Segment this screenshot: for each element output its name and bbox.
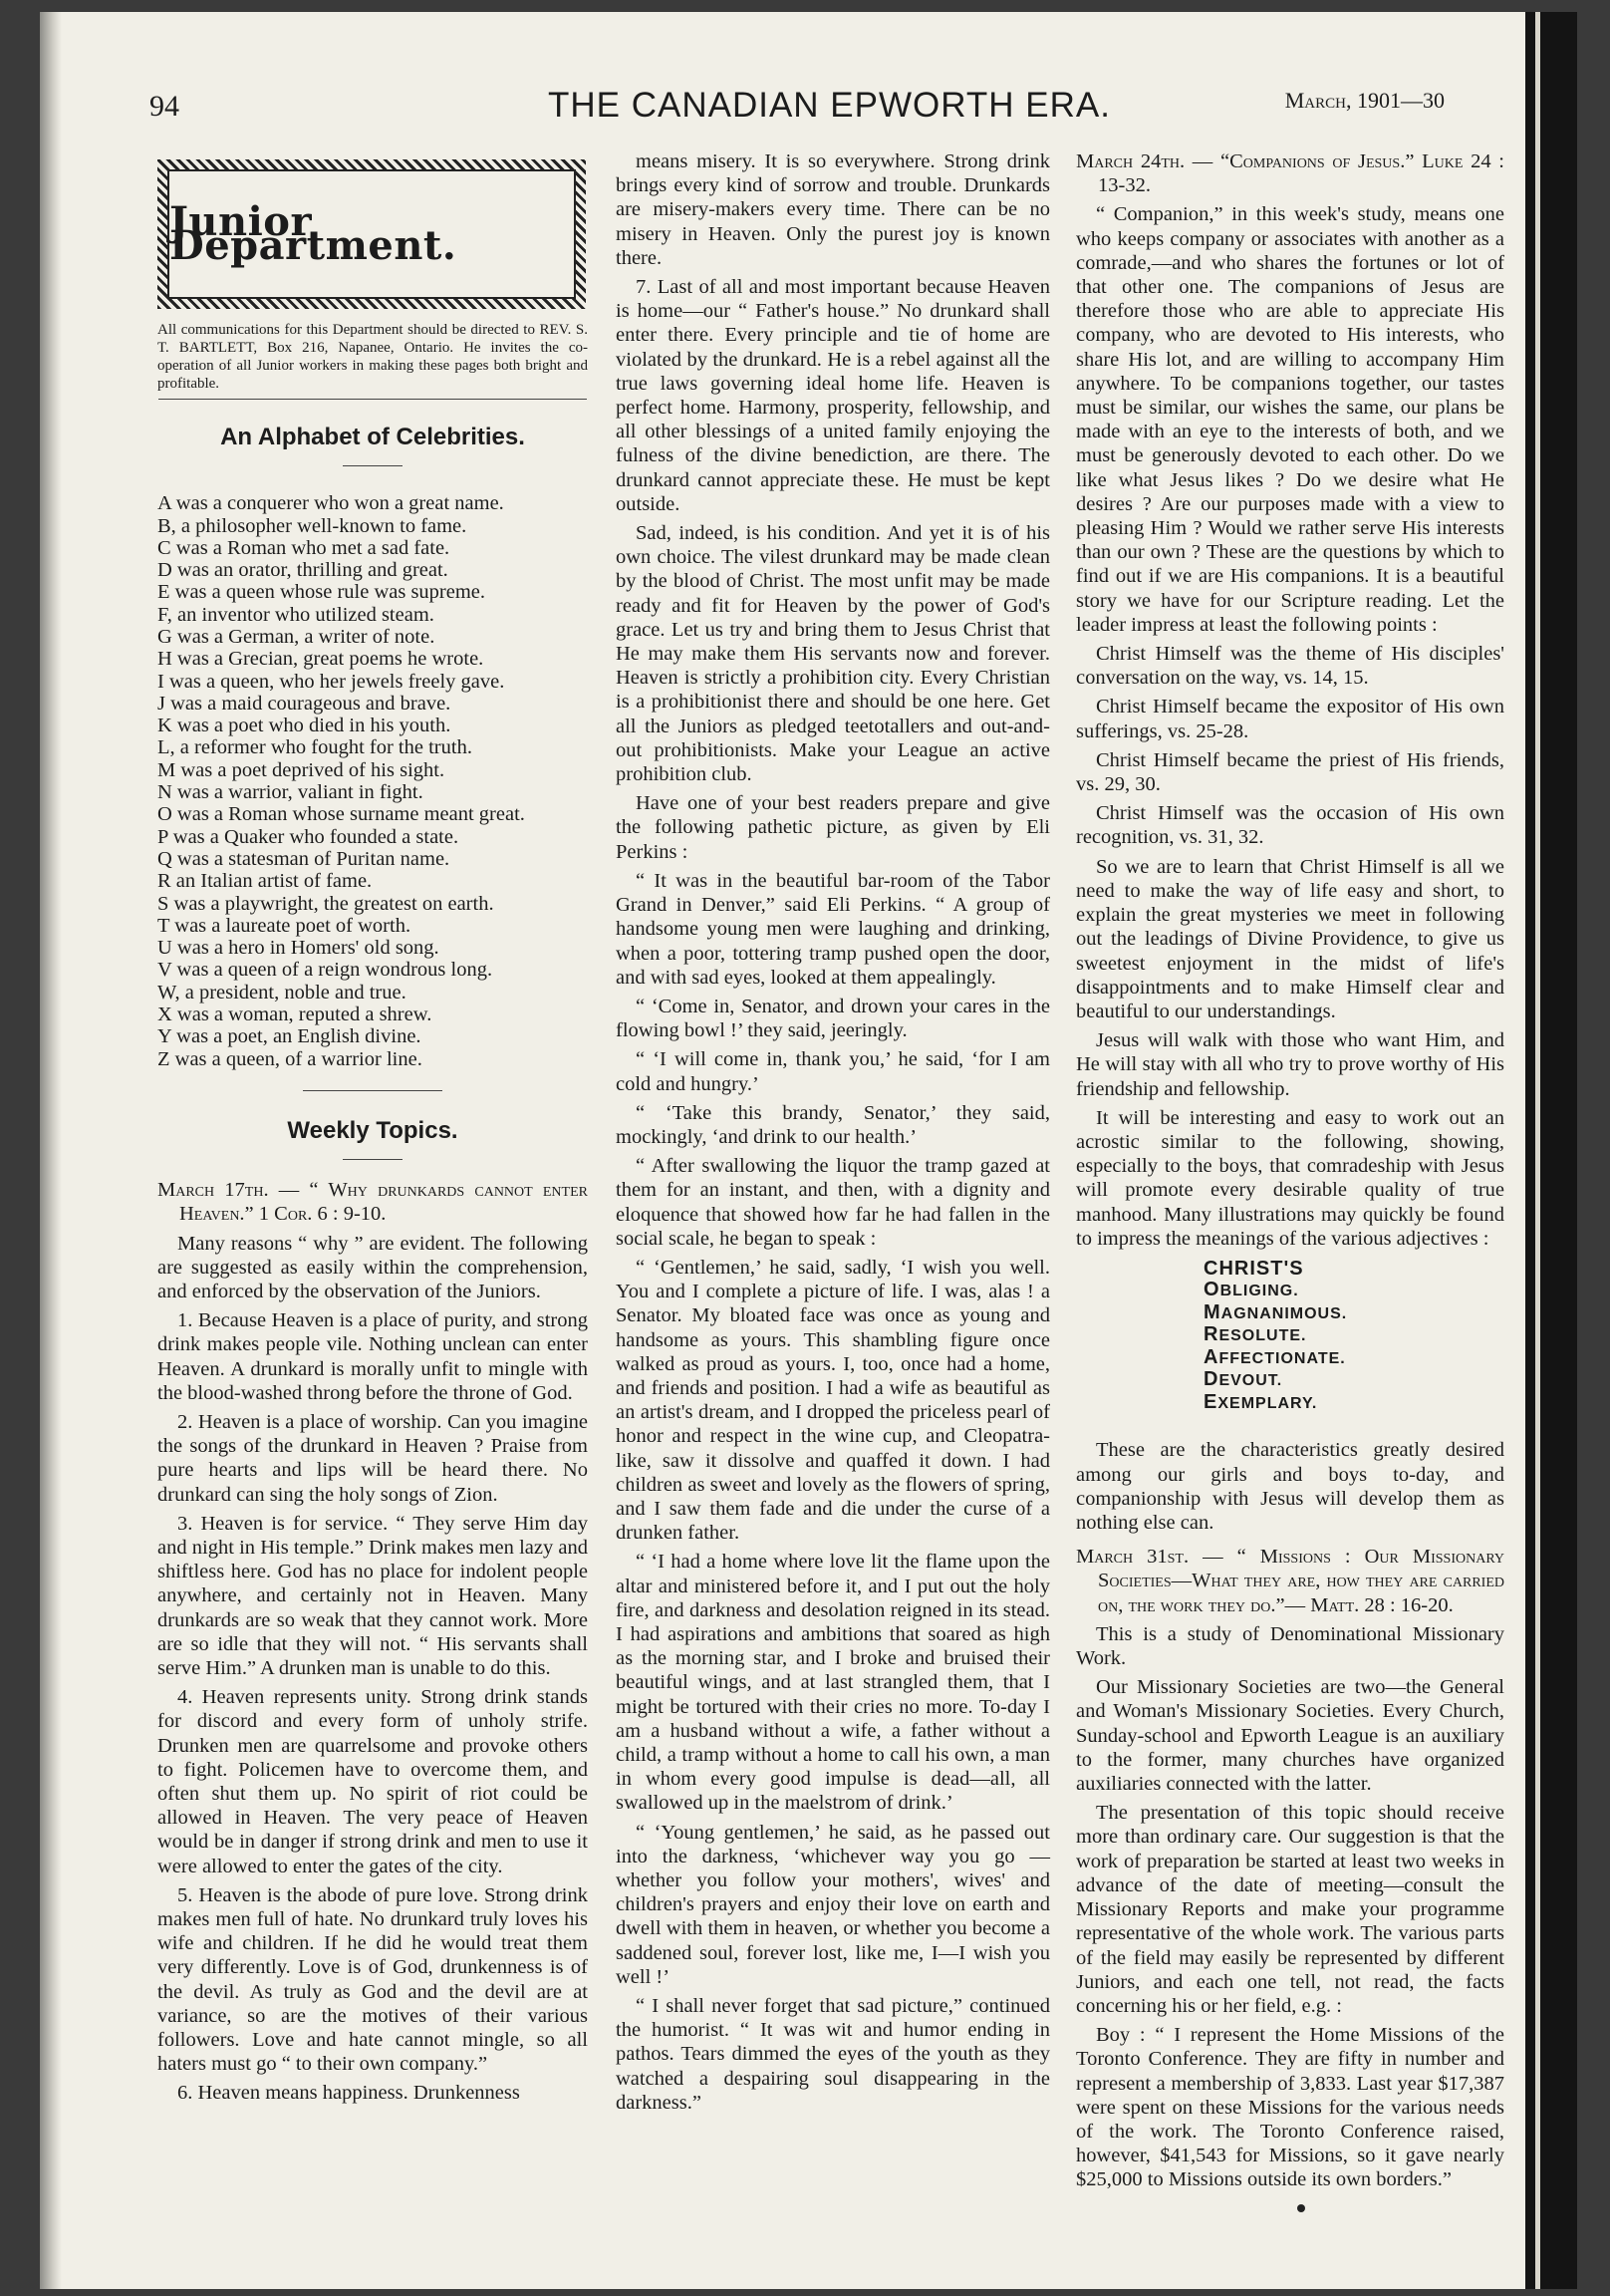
divider <box>343 465 402 466</box>
alphabet-line: C was a Roman who met a sad fate. <box>157 536 450 559</box>
alphabet-line: A was a conquerer who won a great name. <box>157 492 504 515</box>
acrostic-initial: R <box>1204 1323 1219 1346</box>
alphabet-line: S was a playwright, the greatest on earth. <box>157 892 494 915</box>
acrostic-initial: A <box>1204 1345 1219 1368</box>
ornament-dot <box>1297 2204 1305 2212</box>
paragraph: “ ‘Take this brandy, Senator,’ they said, mockingly, ‘and drink to our health.’ <box>616 1101 1050 1148</box>
paragraph: Christ Himself was the occasion of His own recognition, vs. 31, 32. <box>1076 802 1504 849</box>
acrostic <box>1204 1259 1504 1415</box>
scanned-page <box>40 12 1577 2289</box>
column-1 <box>157 159 588 2111</box>
alphabet-line: E was a queen whose rule was supreme. <box>157 581 486 604</box>
alphabet-list <box>157 492 588 1070</box>
paragraph: “ ‘Young gentlemen,’ he said, as he passed out into the darkness, ‘whichever way you go — whether you follow your mothers', wives' and children's prayers and enjoy their love on earth and dwell with them in heaven, or whether you become a saddened soul, forever lost, like me, I—I wish you well !’ <box>616 1821 1050 1988</box>
alphabet-title: An Alphabet of Celebrities. <box>220 424 525 450</box>
publication-title: THE CANADIAN EPWORTH ERA. <box>548 86 1111 125</box>
junior-department-banner <box>157 159 586 309</box>
topic-march-31-body <box>1076 1622 1504 2192</box>
alphabet-line: J was a maid courageous and brave. <box>157 692 451 715</box>
alphabet-line: P was a Quaker who founded a state. <box>157 825 459 848</box>
alphabet-line: K was a poet who died in his youth. <box>157 715 451 737</box>
paragraph: Christ Himself was the theme of His disciples' conversation on the way, vs. 14, 15. <box>1076 643 1504 690</box>
alphabet-line: B, a philosopher well-known to fame. <box>157 514 467 537</box>
banner-title: Junior Department. <box>169 197 457 269</box>
acrostic-rest: BLIGING. <box>1219 1283 1299 1300</box>
acrostic-rest: ESOLUTE. <box>1218 1327 1307 1345</box>
paragraph: 7. Last of all and most important because Heaven is home—our “ Father's house.” No drunkard shall enter there. Every principle and tie of home are violated by the drunkard. He is a rebel against all the true laws governing ideal home life. Heaven is perfect home. Harmony, prosperity, fellowship, and all other blessings of a united family enjoying the fulness of the divine benediction, are there. The drunkard cannot appreciate these. He must be kept outside. <box>616 276 1050 515</box>
paragraph: It will be interesting and easy to work out an acrostic similar to the following, showing, especially to the boys, that comradeship with Jesus will promote every desirable quality of true manhood. Many illustrations may quickly be found to impress the meanings of the various adjectives : <box>1076 1106 1504 1250</box>
issue-date: March, 1901—30 <box>1284 88 1445 113</box>
paragraph: “ ‘Come in, Senator, and drown your cares in the flowing bowl !’ they said, jeeringly. <box>616 995 1050 1042</box>
weekly-topics-title: Weekly Topics. <box>287 1116 458 1144</box>
alphabet-line: H was a Grecian, great poems he wrote. <box>157 648 484 671</box>
alphabet-line: T was a laureate poet of worth. <box>157 914 411 937</box>
paragraph: “ Companion,” in this week's study, means one who keeps company or associates with another as a comrade,—and who shares the fortunes or lot of that other one. The companions of Jesus are therefore those who are able to appreciate His company, who are devoted to His interests, who share His lot, and are willing to accompany Him anywhere. To be companions together, our tastes must be similar, our wishes the same, our plans be made with an eye to the interests of both, and we must be generously devoted to each other. Do we like what Jesus likes ? Do we desire what He desires ? Are our purposes made with a view to pleasing Him ? Would we rather serve His interests than our own ? These are the questions by which to find out if we are His companions. It is a beautiful story we have for our Scripture reading. Let the leader impress at least the following points : <box>1076 203 1504 636</box>
topic-march-17-continued <box>616 149 1050 2115</box>
page-number: 94 <box>149 90 179 123</box>
alphabet-line: I was a queen, who her jewels freely gave. <box>157 670 505 693</box>
adjacent-page-edge <box>1525 12 1577 2289</box>
alphabet-line: G was a German, a writer of note. <box>157 625 435 648</box>
alphabet-line: X was a woman, reputed a shrew. <box>157 1004 432 1026</box>
acrostic-item <box>1204 1280 1504 1302</box>
alphabet-line: Z was a queen, of a warrior line. <box>157 1047 422 1070</box>
alphabet-line: V was a queen of a reign wondrous long. <box>157 959 493 982</box>
alphabet-line: Y was a poet, an English divine. <box>157 1025 421 1048</box>
acrostic-initial: D <box>1204 1368 1219 1391</box>
acrostic-rest: FFECTIONATE. <box>1218 1349 1346 1367</box>
acrostic-item <box>1204 1392 1504 1415</box>
department-notice: All communications for this Department should be directed to REV. S. T. BARTLETT, Box 216, Napanee, Ontario. He invites the co-operation of all Junior workers in making these pages both bright and profitable. <box>157 322 588 392</box>
paragraph: Boy : “ I represent the Home Missions of the Toronto Conference. They are fifty in number and represent a membership of 3,833. Last year $17,387 were spent on these Missions for the various needs of the work. The Toronto Conference raised, however, $41,543 for Missions, so it gave nearly $25,000 to Missions outside its own borders.” <box>1076 2024 1504 2191</box>
acrostic-rest: XEMPLARY. <box>1217 1394 1318 1412</box>
paragraph: 2. Heaven is a place of worship. Can you imagine the songs of the drunkard in Heaven ? Praise from pure hearts and lips will be heard there. No drunkard can sing the holy songs of Zion. <box>157 1410 588 1506</box>
page-gutter-shadow <box>40 12 62 2289</box>
paragraph: “ ‘I had a home where love lit the flame upon the altar and ministered before it, and I put out the holy fire, and darkness and desolation reigned in its stead. I had aspirations and ambitions that soared as high as the morning star, and I broke and bruised their beautiful wings, and at last strangled them, that I might be tortured with their cries no more. To-day I am a husband without a wife, a father without a child, a tramp without a home to call his own, a man in whom every good impulse is dead—all, all swallowed up in the maelstrom of drink.’ <box>616 1551 1050 1815</box>
paragraph: 5. Heaven is the abode of pure love. Strong drink makes men full of hate. No drunkard truly loves his wife and children. If he did he would treat them very differently. Love is of God, drunkenness is of the devil. As truly as God and the devil are at variance, so are the motives of their various followers. Love and hate cannot mingle, so all haters must go “ to their own company.” <box>157 1883 588 2076</box>
column-3 <box>1076 149 1504 2197</box>
alphabet-line: R an Italian artist of fame. <box>157 870 373 893</box>
column-2 <box>616 149 1050 2120</box>
divider <box>158 399 587 400</box>
paragraph: This is a study of Denominational Missionary Work. <box>1076 1622 1504 1670</box>
paragraph: Jesus will walk with those who want Him, and He will stay with all who try to prove worthy of His friendship and fellowship. <box>1076 1029 1504 1100</box>
paragraph: So we are to learn that Christ Himself is all we need to make the way of life easy and short, to explain the great mysteries we meet in following out the leadings of Divine Providence, to give us sweetest enjoyment in the midst of life's disappointments and to make Himself clear and beautiful to our understandings. <box>1076 855 1504 1022</box>
acrostic-rest: AGNANIMOUS. <box>1220 1304 1348 1322</box>
paragraph: Many reasons “ why ” are evident. The following are suggested as easily within the comprehension, and enforced by the observation of the Juniors. <box>157 1232 588 1302</box>
topic-march-24-body <box>1076 202 1504 1251</box>
acrostic-item <box>1204 1324 1504 1347</box>
alphabet-line: W, a president, noble and true. <box>157 981 406 1004</box>
page-header <box>149 84 1445 144</box>
paragraph: means misery. It is so everywhere. Strong drink brings every kind of sorrow and trouble. Drunkards are misery-makers every time. There can be no misery in Heaven. Only the purest joy is known there. <box>616 150 1050 269</box>
divider <box>343 1159 402 1160</box>
paragraph: Sad, indeed, is his condition. And yet it is of his own choice. The vilest drunkard may be made clean by the blood of Christ. The most unfit may be made ready and fit for Heaven by the power of God's grace. Let us try and bring them to Jesus Christ that He may make them His servants now and forever. Heaven is strictly a prohibition city. Every Christian is a prohibitionist there and should be one here. Get all the Juniors as pledged teetotallers and out-and-out prohibitionists. Make your League an active prohibition club. <box>616 522 1050 786</box>
paragraph: 1. Because Heaven is a place of purity, and strong drink makes people vile. Nothing unclean can enter Heaven. A drunkard is morally unfit to mingle with the blood-washed throng before the throne of God. <box>157 1309 588 1404</box>
alphabet-line: D was an orator, thrilling and great. <box>157 559 448 582</box>
acrostic-initial: M <box>1204 1300 1221 1323</box>
paragraph: “ I shall never forget that sad picture,” continued the humorist. “ It was wit and humor ending in pathos. Tears dimmed the eyes of the youth as they watched a despairing soul disappearing in the darkness.” <box>616 1995 1050 2114</box>
acrostic-conclusion: These are the characteristics greatly desired among our girls and boys to-day, and companionship with Jesus will develop them as nothing else can. <box>1076 1439 1504 1535</box>
paragraph: Have one of your best readers prepare and give the following pathetic picture, as given by Eli Perkins : <box>616 792 1050 863</box>
divider <box>303 1090 442 1091</box>
alphabet-line: F, an inventor who utilized steam. <box>157 603 434 626</box>
paragraph: “ ‘I will come in, thank you,’ he said, ‘for I am cold and hungry.’ <box>616 1048 1050 1095</box>
acrostic-item <box>1204 1369 1504 1392</box>
acrostic-initial: O <box>1204 1279 1220 1301</box>
acrostic-list <box>1204 1280 1504 1414</box>
acrostic-rest: EVOUT. <box>1218 1372 1283 1390</box>
paragraph: “ It was in the beautiful bar-room of the Tabor Grand in Denver,” said Eli Perkins. “ A group of handsome young men were laughing and drinking, when a poor, tottering tramp pushed open the door, and with sad eyes, looked at them appealingly. <box>616 869 1050 989</box>
banner-frame <box>167 169 576 299</box>
acrostic-item <box>1204 1302 1504 1325</box>
alphabet-line: Q was a statesman of Puritan name. <box>157 847 450 870</box>
alphabet-line: U was a hero in Homers' old song. <box>157 937 439 960</box>
topic-heading-march-17: March 17th. — “ Why drunkards cannot enter Heaven.” 1 Cor. 6 : 9-10. <box>157 1179 588 1226</box>
paragraph: Christ Himself became the expositor of His own sufferings, vs. 25-28. <box>1076 696 1504 742</box>
paragraph: Our Missionary Societies are two—the General and Woman's Missionary Societies. Every Church, Sunday-school and Epworth League is an auxiliary to the former, many churches have organized auxiliaries connected with the latter. <box>1076 1676 1504 1796</box>
paragraph: 4. Heaven represents unity. Strong drink stands for discord and every form of unholy strife. Drunken men are quarrelsome and provoke others to fight. Policemen have to overcome them, and often shut them up. No spirit of riot could be allowed in Heaven. The very peace of Heaven would be in danger if strong drink and men to use it were allowed to enter the gates of the city. <box>157 1686 588 1877</box>
topic-march-17-body <box>157 1232 588 2106</box>
acrostic-item <box>1204 1347 1504 1370</box>
paragraph: “ ‘Gentlemen,’ he said, sadly, ‘I wish you well. You and I complete a picture of life. I was, alas ! a Senator. My bloated face was once as young and handsome as yours. This shambling figure once walked as proud as yours. I, too, once had a home, and friends and position. I had a wife as beautiful as an artist's dream, and I dropped the priceless pearl of honor and respect in the wine cup, and Cleopatra-like, saw it dissolve and quaffed it down. I had children as sweet and lovely as the flowers of spring, and I saw them fade and die under the curse of a drunken father. <box>616 1256 1050 1545</box>
alphabet-line: M was a poet deprived of his sight. <box>157 758 445 781</box>
paragraph: 6. Heaven means happiness. Drunkenness <box>177 2082 520 2105</box>
topic-heading-march-31: March 31st. — “ Missions : Our Missionary Societies—What they are, how they are carried on, the work they do.”— Matt. 28 : 16-20. <box>1076 1546 1504 1616</box>
paragraph: Christ Himself became the priest of His friends, vs. 29, 30. <box>1076 748 1504 796</box>
alphabet-line: L, a reformer who fought for the truth. <box>157 736 472 759</box>
paragraph: “ After swallowing the liquor the tramp gazed at them for an instant, and then, with a dignity and eloquence that showed how far he had fallen in the social scale, he began to speak : <box>616 1155 1050 1250</box>
topic-heading-march-24: March 24th. — “Companions of Jesus.” Luke 24 : 13-32. <box>1076 150 1504 197</box>
paragraph: The presentation of this topic should receive more than ordinary care. Our suggestion is that the work of preparation be started at least two weeks in advance of the date of meeting—consult the Missionary Reports and make your programme representative of the whole work. The various parts of the field may easily be represented by different Juniors, and each one tell, not read, the facts concerning his or her field, e.g. : <box>1076 1802 1504 2017</box>
alphabet-line: O was a Roman whose surname meant great. <box>157 803 525 826</box>
acrostic-initial: E <box>1204 1390 1218 1413</box>
paragraph: 3. Heaven is for service. “ They serve Him day and night in His temple.” Drink makes men lazy and shiftless here. God has no place for indolent people anywhere, and certainly not in Heaven. Many drunkards are so weak that they cannot work. More are so idle that they will not. “ His servants shall serve Him.” A drunken man is unable to do this. <box>157 1512 588 1679</box>
acrostic-title: CHRIST'S <box>1204 1257 1304 1280</box>
alphabet-line: N was a warrior, valiant in fight. <box>157 781 423 804</box>
